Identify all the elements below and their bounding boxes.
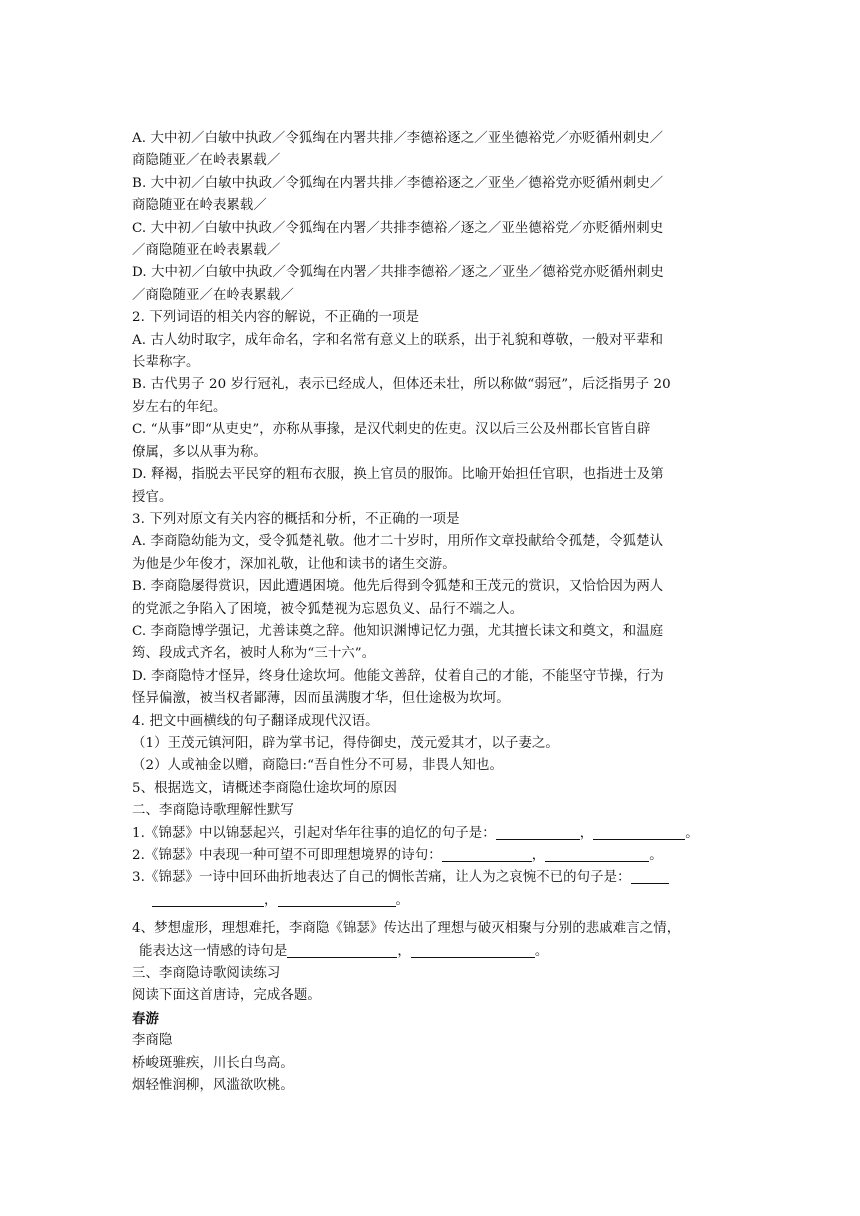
answer-blank[interactable] [442,846,532,862]
q2-option-d-line2: 授官。 [132,489,173,505]
fill-item-2 [132,845,732,867]
answer-blank[interactable] [411,942,535,958]
period: 。 [649,848,663,863]
q2-option-a-line2: 长辈称字。 [132,355,200,371]
q1-option-d-line1: D. 大中初／白敏中执政／令狐绹在内署／共排李德裕／逐之／亚坐／德裕党亦贬循州刺史 [132,265,664,281]
poem-author: 李商隐 [132,1033,173,1049]
section-3 [132,963,732,1097]
fill-item-3 [132,867,732,889]
q3-option-b-line2: 的党派之争陷入了困境，被令狐楚视为忘恩负义、品行不端之人。 [132,601,524,617]
q1-option-c-line1: C. 大中初／白敏中执政／令狐绹在内署／共排李德裕／逐之／亚坐德裕党／亦贬循州刺史 [132,220,664,236]
q3-option-c-line2: 筠、段成式齐名，被时人称为“三十六”。 [132,646,376,662]
q2-option-c-line2: 僚属，多以从事为称。 [132,444,267,460]
q2-option-b-line2: 岁左右的年纪。 [132,399,227,415]
poem-title: 春游 [132,1010,159,1027]
fill-item-1-text: 1.《锦瑟》中以锦瑟起兴，引起对华年往事的追忆的句子是： [132,825,496,841]
q3-stem: 3. 下列对原文有关内容的概括和分析，不正确的一项是 [132,511,460,527]
q2-option-b-line1: B. 古代男子 20 岁行冠礼，表示已经成人，但体还未壮，所以称做“弱冠”，后泛指男子 20 [132,377,671,393]
fill-item-3-text: 3.《锦瑟》一诗中回环曲折地表达了自己的惆怅苦痛，让人为之哀惋不已的句子是： [132,870,631,886]
q3-option-a-line2: 为他是少年俊才，深加礼敬，让他和读书的诸生交游。 [132,556,456,572]
q1-option-a-line2: 商隐随亚／在岭表累载／ [132,153,281,169]
q2-stem: 2. 下列词语的相关内容的解说，不正确的一项是 [132,310,420,326]
q1-option-a-line1: A. 大中初／白敏中执政／令狐绹在内署共排／李德裕逐之／亚坐德裕党／亦贬循州刺史／ [132,131,664,146]
fill-item-3-cont [132,890,732,912]
q3-option-b-line1: B. 李商隐屡得赏识，因此遭遇困境。他先后得到令狐楚和王茂元的赏识，又恰恰因为两人 [132,579,664,595]
q3-option-a-line1: A. 李商隐幼能为文，受令狐楚礼敬。他才二十岁时，用所作文章投献给令孤楚，令狐楚认 [132,534,664,550]
period: 。 [685,825,699,841]
answer-blank[interactable] [545,846,649,862]
answer-blank[interactable] [593,824,685,840]
fill-item-2-text: 2.《锦瑟》中表现一种可望不可即理想境界的诗句： [132,848,442,863]
answer-blank[interactable] [152,891,264,907]
period: 。 [395,892,409,908]
section-3-title: 三、李商隐诗歌阅读练习 [132,966,281,982]
poem-line-2: 烟轻惟润柳，风滥欲吹桃。 [132,1078,294,1094]
answer-blank[interactable] [631,868,669,884]
q1-option-d-line2: ／商隐随亚／在岭表累载／ [132,287,294,303]
q1-options [132,128,732,307]
q2-option-d-line1: D. 释褐，指脱去平民穿的粗布衣服，换上官员的服饰。比喻开始担任官职，也指进士及第 [132,467,664,483]
period: 。 [534,943,549,959]
q4-block [132,711,732,778]
fill-item-4-text: 能表达这一情感的诗句是 [139,943,288,959]
separator: ， [579,825,594,841]
q1-option-b-line2: 商隐随亚在岭表累载／ [132,198,267,214]
q1-option-c-line2: ／商隐随亚在岭表累载／ [132,243,281,259]
poem-line-1: 桥峻斑骓疾，川长白鸟高。 [132,1055,294,1071]
q2-option-c-line1: C. “从事”即“从吏史”，亦称从事掾，是汉代刺史的佐吏。汉以后三公及州郡长官皆自辟 [132,422,651,438]
section-2-title: 二、李商隐诗歌理解性默写 [132,803,294,819]
q3-block [132,509,732,711]
fill-item-4: 4、梦想虚形，理想难托，李商隐《锦瑟》传达出了理想与破灭相聚与分别的悲戚难言之情， [132,921,681,937]
q4-sentence-1: （1）王茂元镇河阳，辟为掌书记，得侍御史，茂元爱其才，以子妻之。 [132,735,559,751]
answer-blank[interactable] [278,891,396,907]
q2-block [132,307,732,509]
q1-option-b-line1: B. 大中初／白敏中执政／令狐绹在内署共排／李德裕逐之／亚坐／德裕党亦贬循州刺史／ [132,175,664,191]
q5-stem: 5、根据选文，请概述李商隐仕途坎坷的原因 [132,780,397,796]
separator: ， [264,892,278,908]
q3-option-d-line2: 怪异偏激，被当权者鄙薄，因而虽满腹才华，但仕途极为坎坷。 [132,691,510,707]
answer-blank[interactable] [287,942,397,958]
q4-sentence-2: （2）人或袖金以赠，商隐曰:“吾自性分不可易，非畏人知也。 [132,758,503,774]
separator: ， [531,848,546,863]
fill-item-4-cont [132,941,732,963]
q2-option-a-line1: A. 古人幼时取字，成年命名，字和名常有意义上的联系，出于礼貌和尊敬，一般对平辈和 [132,332,664,348]
answer-blank[interactable] [496,824,580,840]
section-2 [132,800,732,963]
fill-item-1 [132,823,732,845]
separator: ， [397,943,411,959]
q3-option-c-line1: C. 李商隐博学强记，尤善诔奠之辞。他知识渊博记忆力强，尤其擅长诔文和奠文，和温庭 [132,623,664,639]
section-3-intro: 阅读下面这首唐诗，完成各题。 [132,988,321,1004]
document-body [132,128,732,1097]
q3-option-d-line1: D. 李商隐恃才怪异，终身仕途坎坷。他能文善辞，仗着自己的才能，不能坚守节操，行为 [132,668,664,684]
q4-stem: 4. 把文中画横线的句子翻译成现代汉语。 [132,713,379,729]
